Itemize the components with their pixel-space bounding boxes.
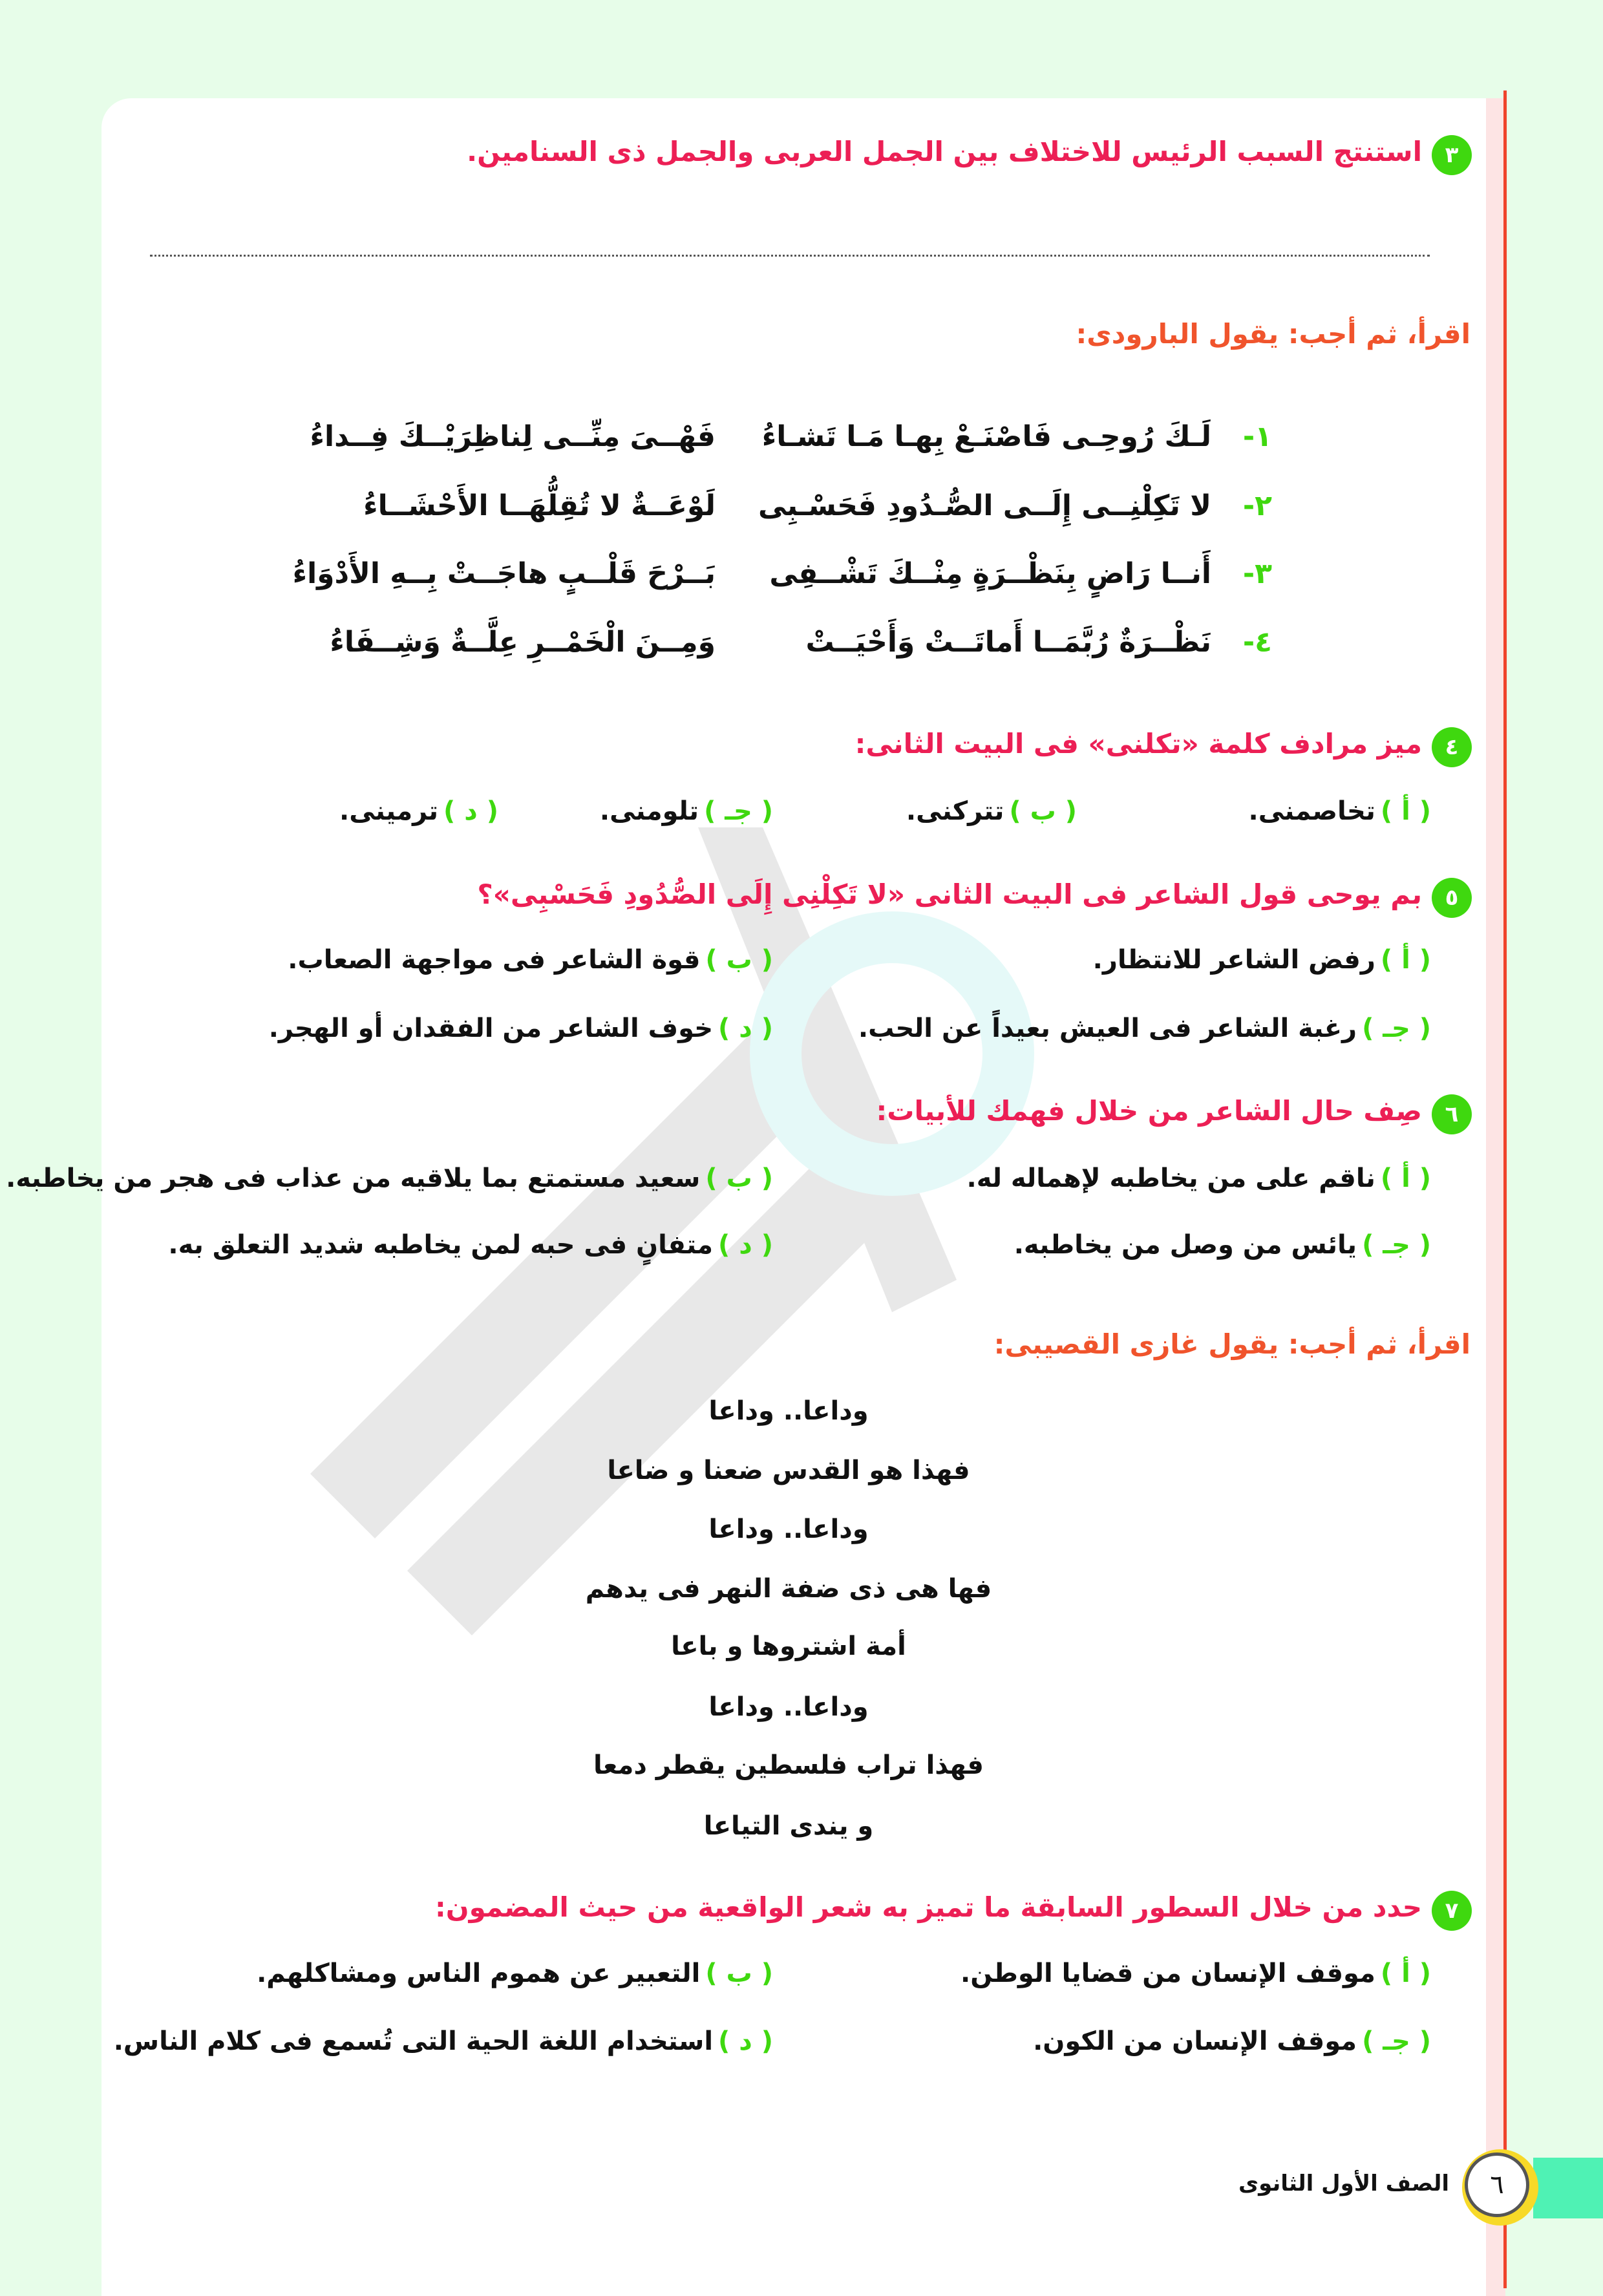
option-text: يائس من وصل من يخاطبه. [1014,1230,1357,1260]
question-number-badge: ٧ [1432,1891,1472,1931]
verse-number: ١- [1242,420,1272,453]
option-label: ( د ) [718,1230,773,1260]
option-label: ( جـ ) [1362,1014,1431,1043]
option-b[interactable] [6,1164,773,1193]
option-b[interactable] [257,1959,773,1988]
option-label: ( أ ) [1380,1959,1431,1988]
option-c[interactable] [1033,2026,1431,2056]
option-label: ( د ) [718,2026,773,2056]
option-label: ( ب ) [705,1959,773,1988]
option-text: تتركنى. [906,796,1004,826]
option-label: ( جـ ) [1362,2026,1431,2056]
option-text: ناقم على من يخاطبه لإهماله له. [966,1164,1375,1193]
option-label: ( ب ) [705,945,773,975]
option-label: ( أ ) [1380,1164,1431,1193]
question-4-text: ميز مرادف كلمة «تكلنى» فى البيت الثانى: [855,728,1422,760]
intro-barudi: اقرأ، ثم أجب: يقول البارودى: [1076,318,1470,350]
question-6-text: صِف حال الشاعر من خلال فهمك للأبيات: [876,1095,1422,1127]
poem-line: فهذا تراب فلسطين يقطر دمعا [593,1750,984,1780]
page-number: ٦ [1465,2152,1529,2217]
option-a[interactable] [1093,945,1431,975]
poem-line: فهذا هو القدس ضعنا و ضاعا [607,1456,970,1485]
option-text: رغبة الشاعر فى العيش بعيداً عن الحب. [858,1014,1357,1043]
option-text: موقف الإنسان من الكون. [1033,2026,1357,2056]
option-text: متفانٍ فى حبه لمن يخاطبه شديد التعلق به. [168,1230,714,1260]
option-label: ( أ ) [1380,796,1431,826]
footer-tab [1533,2158,1603,2218]
option-text: استخدام اللغة الحية التى تُسمع فى كلام الناس. [113,2026,714,2056]
question-3-text: استنتج السبب الرئيس للاختلاف بين الجمل العربى والجمل ذى السنامين. [467,136,1422,167]
option-c[interactable] [600,796,773,826]
option-label: ( أ ) [1380,945,1431,975]
verse-second-hemistich: لَوْعَــةٌ لا تُقِلُّهَــا الأَحْشَــاءُ [363,489,716,522]
option-text: خوف الشاعر من الفقدان أو الهجر. [268,1014,714,1043]
option-label: ( د ) [443,796,498,826]
verse-first-hemistich: لا تَكِلْنِــى إِلَــى الصُّـدُودِ فَحَسْـبِى [758,489,1211,522]
option-d[interactable] [339,796,498,826]
question-5-text: بم يوحى قول الشاعر فى البيت الثانى «لا تَكِلْنِى إِلَى الصُّدُودِ فَحَسْبِى»؟ [477,878,1422,910]
question-number-badge: ٥ [1432,878,1472,918]
margin-strip [1486,98,1505,2296]
option-d[interactable] [269,1014,773,1043]
verse-second-hemistich: فَهْــىَ مِنِّــى لِناظِرَيْــكَ فِــداءُ [310,420,716,453]
verse-first-hemistich: نَظْــرَةٌ رُبَّمَــا أَماتَــتْ وَأَحْيَــتْ [805,626,1211,659]
option-a[interactable] [1249,796,1431,826]
poem-line: و يندى التياعا [703,1811,874,1841]
poem-line: وداعا.. وداعا [708,1692,869,1722]
option-b[interactable] [288,945,773,975]
option-d[interactable] [168,1230,773,1260]
option-label: ( جـ ) [704,796,773,826]
option-c[interactable] [1014,1230,1431,1260]
option-c[interactable] [858,1014,1431,1043]
poem-line: وداعا.. وداعا [708,1396,869,1426]
intro-qusaibi: اقرأ، ثم أجب: يقول غازى القصيبى: [993,1328,1470,1360]
option-label: ( ب ) [1009,796,1077,826]
poem-line: فها هى ذى ضفة النهر فى يدهم [585,1574,992,1604]
option-text: رفض الشاعر للانتظار. [1092,945,1375,975]
option-text: تخاصمنى. [1248,796,1375,826]
verse-second-hemistich: وَمِــنَ الْخَمْــرِ عِلَّــةٌ وَشِــفَاءُ [330,626,716,659]
verse-second-hemistich: بَــرْحَ قَلْــبٍ هاجَــتْ بِــهِ الأَدْوَاءُ [292,557,716,590]
option-b[interactable] [906,796,1077,826]
verse-first-hemistich: لَـكَ رُوحِـى فَاصْنَـعْ بِهـا مَـا تَشـاءُ [761,420,1211,453]
verse-first-hemistich: أَنــا رَاضٍ بِنَظْــرَةٍ مِنْــكَ تَشْــفِى [769,557,1211,590]
verse-number: ٣- [1242,557,1272,590]
margin-line [1503,90,1507,2288]
option-label: ( جـ ) [1362,1230,1431,1260]
option-label: ( د ) [718,1014,773,1043]
poem-line: أمة اشتروها و باعا [671,1632,906,1661]
option-text: ترمينى. [339,796,439,826]
verse-number: ٤- [1242,626,1272,659]
option-text: سعيد مستمتع بما يلاقيه من عذاب فى هجر من يخاطبه. [6,1164,701,1193]
question-number-badge: ٦ [1432,1094,1472,1134]
option-a[interactable] [967,1164,1431,1193]
option-label: ( ب ) [705,1164,773,1193]
poem-line: وداعا.. وداعا [708,1515,869,1544]
option-d[interactable] [114,2026,773,2056]
option-text: قوة الشاعر فى مواجهة الصعاب. [288,945,701,975]
option-text: تلومنى. [599,796,699,826]
question-number-badge: ٤ [1432,727,1472,767]
answer-line[interactable] [150,255,1430,257]
option-text: موقف الإنسان من قضايا الوطن. [961,1959,1375,1988]
question-7-text: حدد من خلال السطور السابقة ما تميز به شعر الواقعية من حيث المضمون: [434,1891,1422,1923]
option-text: التعبير عن هموم الناس ومشاكلهم. [257,1959,701,1988]
grade-label: الصف الأول الثانوى [1238,2171,1449,2196]
verse-number: ٢- [1242,489,1272,522]
question-number-badge: ٣ [1432,135,1472,175]
option-a[interactable] [961,1959,1431,1988]
